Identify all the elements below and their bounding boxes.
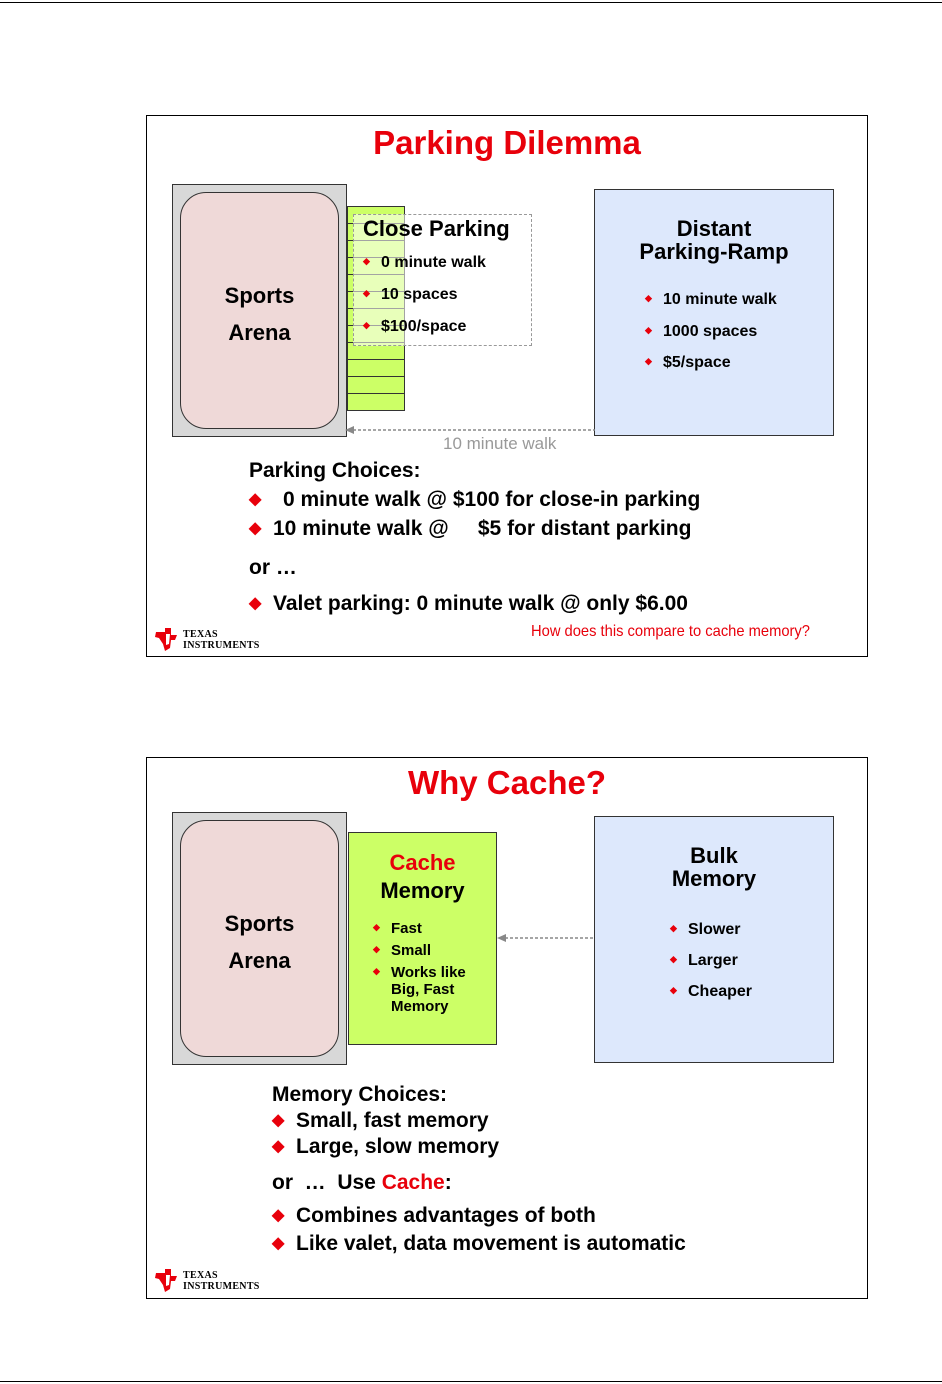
ti-logo-line2: INSTRUMENTS: [183, 1281, 260, 1292]
bulk-bullet: ◆ Slower: [670, 921, 741, 938]
arena-label-line1: Sports: [224, 283, 295, 308]
close-parking-bullet: ◆ 0 minute walk: [363, 254, 486, 271]
choice-item: ◆ Large, slow memory: [272, 1135, 500, 1158]
choice-item: ◆ Small, fast memory: [272, 1109, 489, 1132]
arena-label-line2: Arena: [228, 320, 291, 345]
choice-item: ◆ 0 minute walk @ $100 for close-in parking: [249, 488, 701, 511]
sports-arena: [172, 812, 347, 1065]
slide-title: Parking Dilemma: [373, 124, 641, 161]
bottom-rule: [0, 1381, 942, 1382]
arena-label-line1: Sports: [224, 911, 295, 936]
distant-heading-line2: Parking-Ramp: [639, 239, 789, 264]
data-arrow: [495, 930, 595, 946]
parking-stall: [347, 359, 405, 377]
parking-stall: [347, 376, 405, 394]
ti-logo: [153, 626, 283, 654]
sports-arena: [172, 184, 347, 437]
close-parking-heading: Close Parking: [363, 216, 510, 241]
cache-bullet-cont: Memory: [391, 998, 449, 1015]
bulk-memory-box: [594, 816, 834, 1063]
bulk-heading-line2: Memory: [671, 866, 757, 891]
slide-title: Why Cache?: [407, 764, 607, 801]
cache-memory-box: [348, 832, 497, 1045]
close-parking-bullet: ◆ 10 spaces: [363, 286, 458, 303]
distant-parking-ramp-box: [594, 189, 834, 436]
ti-logo-line1: TEXAS: [183, 629, 218, 640]
cache-bullet: ◆ Works like: [373, 964, 466, 981]
slide-why-cache: [146, 757, 868, 1299]
cache-bullet: ◆ Fast: [373, 920, 422, 937]
cache-point: ◆ Like valet, data movement is automatic: [272, 1232, 686, 1255]
parking-stall: [347, 393, 405, 411]
choice-item: ◆ 10 minute walk @ $5 for distant parking: [249, 517, 692, 540]
cache-bullet: ◆ Small: [373, 942, 432, 959]
arena-label-line2: Arena: [228, 948, 291, 973]
bulk-heading-line1: Bulk: [690, 843, 738, 868]
bulk-bullet: ◆ Cheaper: [670, 983, 753, 1000]
question-text: How does this compare to cache memory?: [531, 623, 810, 640]
ti-logo-line1: TEXAS: [183, 1270, 218, 1281]
cache-bullet-cont: Big, Fast: [391, 981, 455, 998]
slide-parking-dilemma: [146, 115, 868, 657]
ti-logo-line2: INSTRUMENTS: [183, 640, 260, 651]
distant-bullet: ◆ 10 minute walk: [645, 291, 777, 308]
or-text: or …: [249, 556, 297, 579]
choices-heading: Memory Choices:: [272, 1083, 448, 1106]
choices-heading: Parking Choices:: [249, 459, 421, 482]
cache-heading-red: Cache: [389, 850, 456, 875]
distant-bullet: ◆ 1000 spaces: [645, 323, 758, 340]
distant-heading-line1: Distant: [676, 216, 752, 241]
cache-point: ◆ Combines advantages of both: [272, 1204, 596, 1227]
ti-logo-icon: [153, 626, 181, 652]
distant-bullet: ◆ $5/space: [645, 354, 731, 371]
walk-label: 10 minute walk: [443, 434, 557, 453]
close-parking-bullet: ◆ $100/space: [363, 318, 467, 335]
valet-item: ◆ Valet parking: 0 minute walk @ only $6.00: [249, 592, 688, 615]
cache-heading: Memory: [380, 878, 465, 903]
ti-logo-icon: [153, 1267, 181, 1293]
top-rule: [0, 2, 942, 3]
bulk-bullet: ◆ Larger: [670, 952, 738, 969]
ti-logo: [153, 1267, 283, 1295]
or-use-cache: or … Use Cache:: [272, 1171, 452, 1194]
